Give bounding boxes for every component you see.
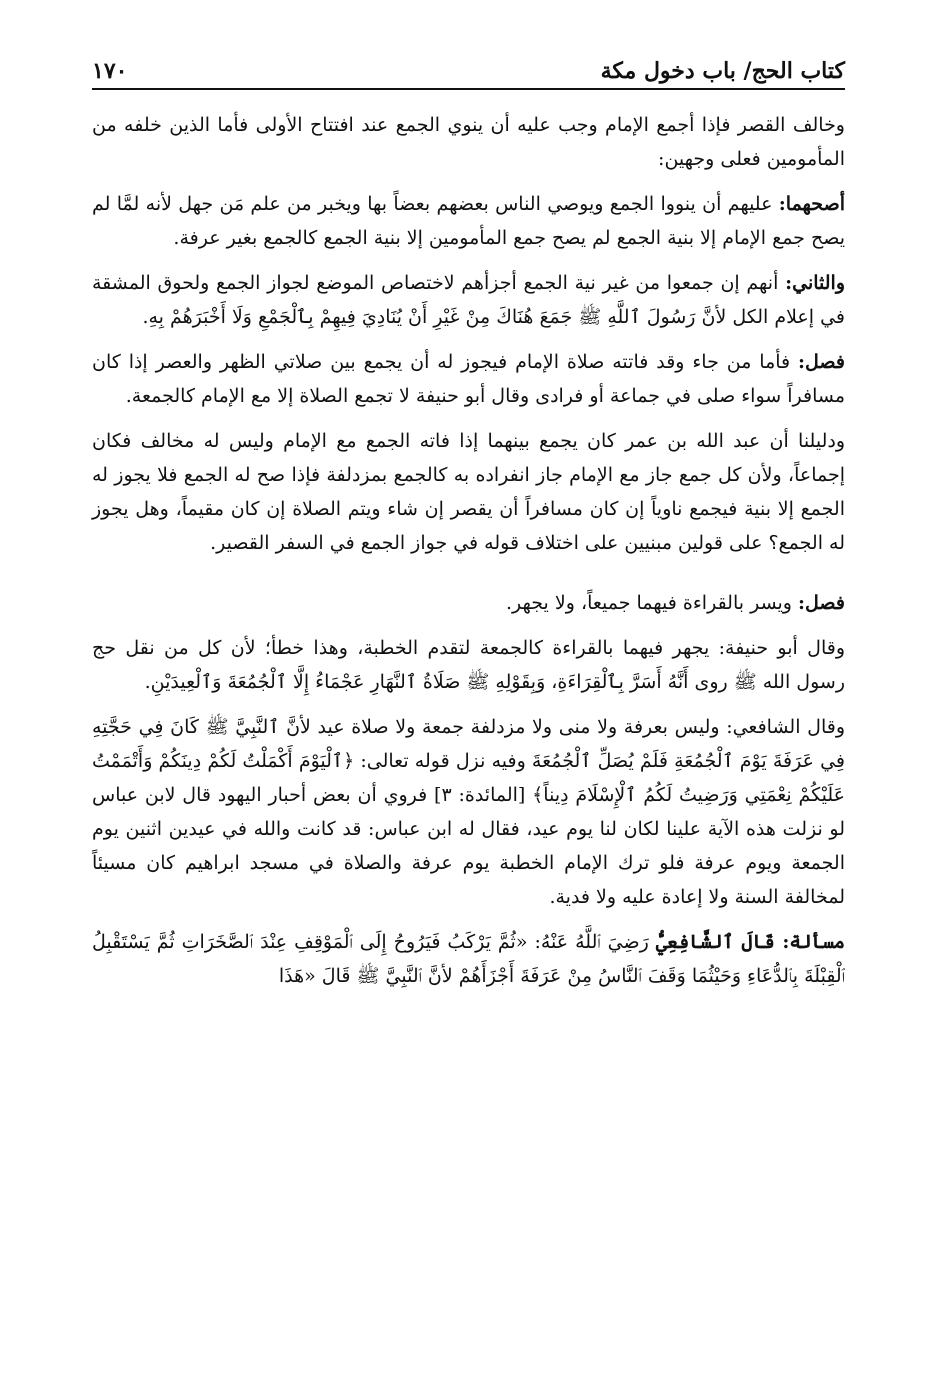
paragraph: وقال الشافعي: وليس بعرفة ولا منى ولا مزدلفة جمعة ولا صلاة عيد لأنَّ ٱلنَّبِيَّ ﷺ كَانَ فِي حَجَّتِهِ فِي عَرَفَةَ يَوْمَ ٱلْجُمُعَةِ فَلَمْ يُصَلِّ ٱلْجُمُعَةَ وفيه نزل قوله تعالى: ﴿ٱلْيَوْمَ أَكْمَلْتُ لَكُمْ دِينَكُمْ وَأَتْمَمْتُ عَلَيْكُمْ نِعْمَتِي وَرَضِيتُ لَكُمُ ٱلْإِسْلَامَ دِيناً﴾ [المائدة: ٣] فروي أن بعض أحبار اليهود قال لابن عباس لو نزلت هذه الآية علينا لكان لنا يوم عيد، فقال له ابن عباس: قد كانت والله في عيدين اثنين يوم الجمعة ويوم عرفة فلو ترك الإمام الخطبة يوم عرفة والصلاة في مسجد ابراهيم كان مسيئاً لمخالفة السنة ولا إعادة عليه ولا فدية. <box>92 716 845 908</box>
page-header <box>92 58 845 90</box>
paragraph: والثاني: أنهم إن جمعوا من غير نية الجمع أجزأهم لاختصاص الموضع لجواز الجمع ولحوق المشقة في إعلام الكل لأنَّ رَسُولَ ٱللَّهِ ﷺ جَمَعَ هُنَاكَ مِنْ غَيْرِ أَنْ يُنَادِيَ فِيهِمْ بِٱلْجَمْعِ وَلَا أَخْبَرَهُمْ بِهِ. <box>92 272 845 328</box>
paragraph: أصحهما: عليهم أن ينووا الجمع ويوصي الناس بعضهم بعضاً بها ويخبر من علم مَن جهل لأنه لمَّا لم يصح جمع الإمام إلا بنية الجمع لم يصح جمع المأمومين إلا بنية الجمع كالجمع بغير عرفة. <box>92 193 845 249</box>
paragraph-lead: فصل: <box>798 592 845 614</box>
paragraph-lead: أصحهما: <box>778 193 845 215</box>
paragraph-lead: فصل: <box>798 351 845 373</box>
running-title: كتاب الحج/ باب دخول مكة <box>600 58 845 84</box>
paragraph: ودليلنا أن عبد الله بن عمر كان يجمع بينهما إذا فاته الجمع مع الإمام وليس له مخالف فكان إجماعاً، ولأن كل جمع جاز مع الإمام جاز انفراده به كالجمع بمزدلفة فإذا صح له الجمع فلا يجوز له الجمع إلا بنية فيجمع ناوياً إن كان مسافراً أن يقصر إن شاء ويتم الصلاة إن كان مقيماً، وهل يجوز له الجمع؟ على قولين مبنيين على اختلاف قوله في جواز الجمع في السفر القصير. <box>92 430 846 554</box>
page-number: ١٧٠ <box>92 58 128 84</box>
paragraph: وخالف القصر فإذا أجمع الإمام وجب عليه أن ينوي الجمع عند افتتاح الأولى فأما الذين خلفه من المأمومين فعلى وجهين: <box>92 114 845 170</box>
paragraph: فصل: فأما من جاء وقد فاتته صلاة الإمام فيجوز له أن يجمع بين صلاتي الظهر والعصر إذا كان مسافراً سواء صلى في جماعة أو فرادى وقال أبو حنيفة لا تجمع الصلاة إلا مع الإمام كالجمعة. <box>92 351 845 407</box>
paragraph: مسألة: قَالَ ٱلشَّافِعِيُّ رَضِيَ ٱللَّهُ عَنْهُ: «ثُمَّ يَرْكَبُ فَيَرُوحُ إِلَى ٱلْمَوْقِفِ عِنْدَ ٱلصَّخَرَاتِ ثُمَّ يَسْتَقْبِلُ ٱلْقِبْلَةَ بِٱلدُّعَاءِ وَحَيْثُمَا وَقَفَ ٱلنَّاسُ مِنْ عَرَفَةَ أَجْزَأَهُمْ لأنَّ ٱلنَّبِيَّ ﷺ قَالَ «هَذَا <box>92 931 845 987</box>
body-text <box>92 108 845 1004</box>
paragraph: فصل: ويسر بالقراءة فيهما جميعاً، ولا يجهر. <box>506 592 845 614</box>
paragraph: وقال أبو حنيفة: يجهر فيهما بالقراءة كالجمعة لتقدم الخطبة، وهذا خطأ؛ لأن كل من نقل حج رسول الله ﷺ روى أَنَّهُ أَسَرَّ بِٱلْقِرَاءَةِ، وَبِقَوْلِهِ ﷺ صَلَاةُ ٱلنَّهَارِ عَجْمَاءُ إِلَّا ٱلْجُمُعَةَ وَٱلْعِيدَيْنِ. <box>92 637 845 693</box>
paragraph-lead: مسألة: قَالَ ٱلشَّافِعِيُّ <box>655 931 845 953</box>
paragraph-lead: والثاني: <box>785 272 845 294</box>
